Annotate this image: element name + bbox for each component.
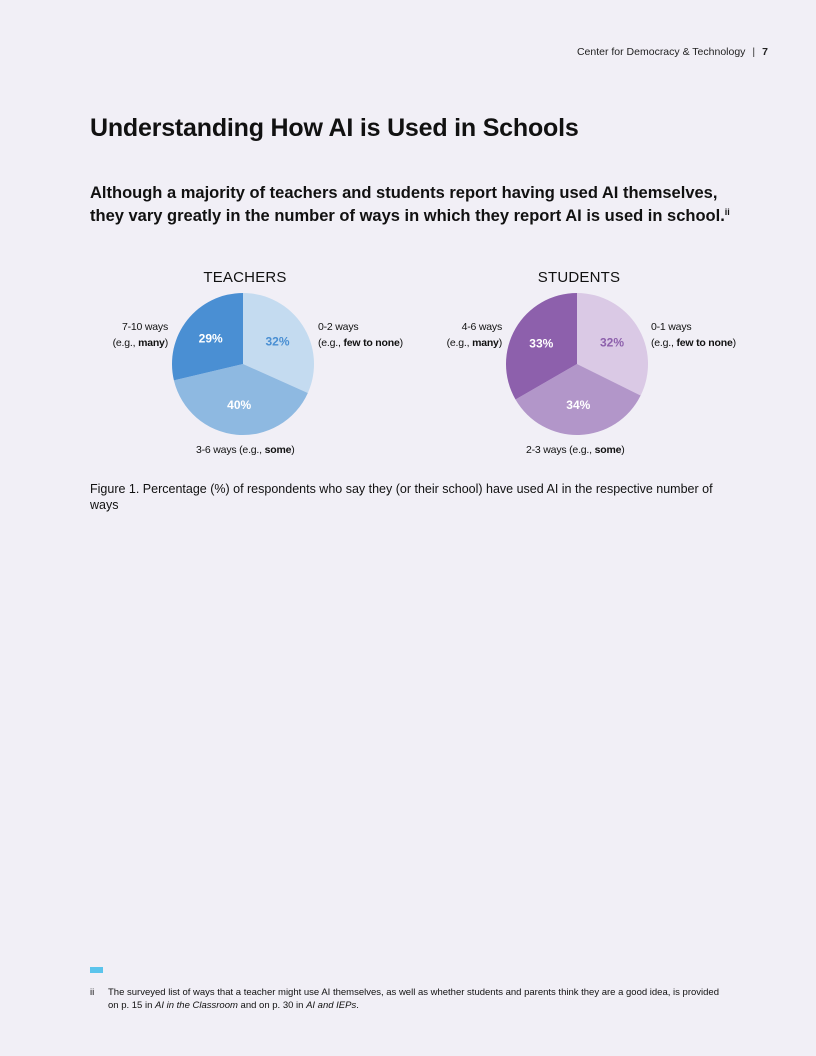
students-pie-svg [414,260,744,470]
pie-value-label-1: 34% [566,398,591,413]
teachers-pie-chart [80,260,410,470]
teachers-label-slice-0: 0-2 ways (e.g., few to none) [318,321,403,349]
students-label-slice-0: 0-1 ways (e.g., few to none) [651,321,736,349]
lead-text: Although a majority of teachers and students report having used AI themselves, they vary greatly in the number of ways in which they report AI is used in school. [90,184,725,225]
footnote-number: ii [90,987,95,998]
page-header [577,46,768,58]
figure-caption: Figure 1. Percentage (%) of respondents who say they (or their school) have used AI in the respective number of ways [90,482,713,512]
students-label-slice-2: 4-6 ways (e.g., many) [446,321,502,349]
pie-value-label-1: 40% [227,398,252,412]
footnote [90,987,730,1012]
teachers-label-slice-1: 3-6 ways (e.g., some) [196,444,295,456]
students-pie-chart [414,260,744,470]
org-name: Center for Democracy & Technology [576,46,746,58]
pie-value-label-0: 32% [265,334,290,349]
footnote-ref-ai-ieps: AI and IEPs [306,999,357,1011]
footnote-ref: ii [724,206,730,217]
pie-value-label-2: 33% [529,336,554,351]
teachers-label-slice-2: 7-10 ways (e.g., many) [112,321,168,349]
chart-title: STUDENTS [537,269,621,286]
page-number: 7 [762,46,768,58]
header-separator: | [752,46,756,58]
teachers-pie-svg [80,260,410,470]
pie-value-label-0: 32% [599,335,625,350]
chart-title: TEACHERS [203,269,287,286]
lead-paragraph [90,182,730,227]
footnote-text: The surveyed list of ways that a teacher might use AI themselves, as well as whether students and parents think they are a good idea, is provided on p. 15 in AI in the Classroom and on p. 30 in AI and IEPs. [108,987,719,1011]
pie-value-label-2: 29% [198,331,223,346]
footnote-marker-bar [90,967,103,973]
footnote-ref-ai-classroom: AI in the Classroom [155,999,238,1011]
students-label-slice-1: 2-3 ways (e.g., some) [526,444,625,456]
page-title: Understanding How AI is Used in Schools [90,114,579,142]
